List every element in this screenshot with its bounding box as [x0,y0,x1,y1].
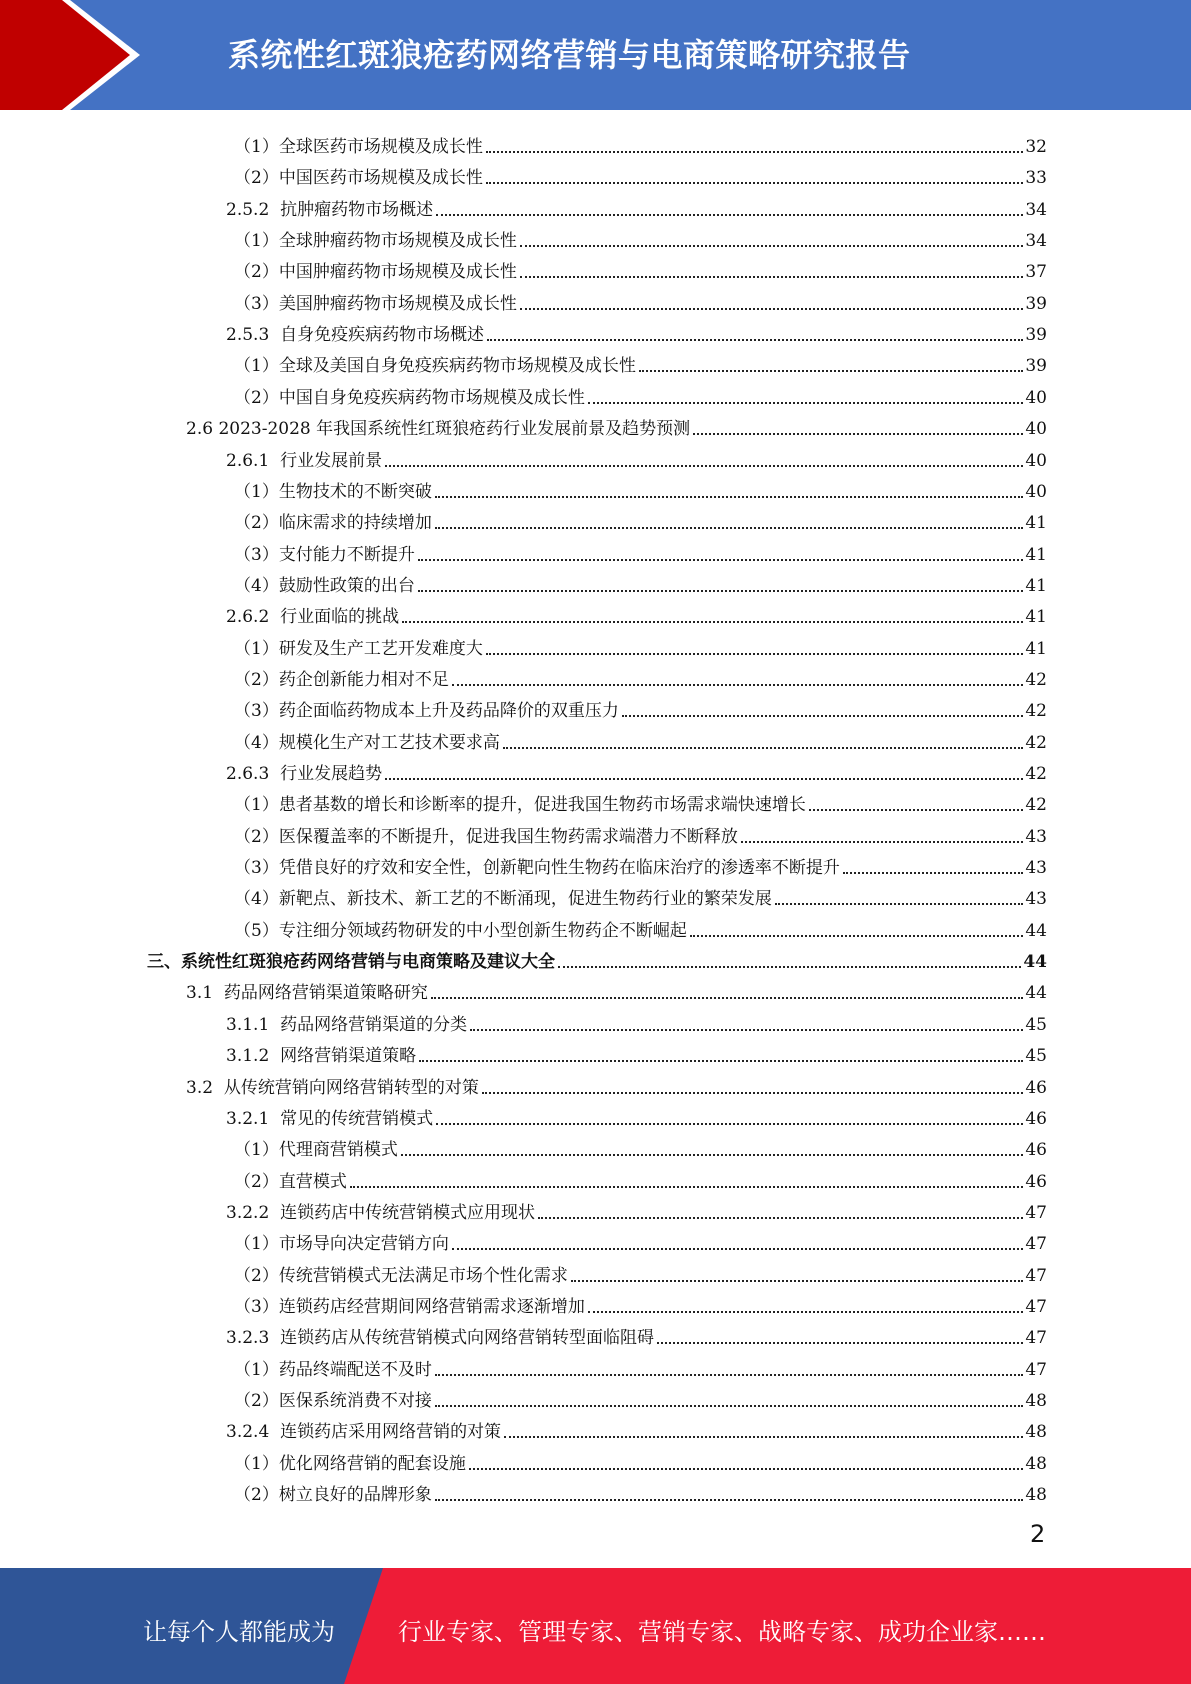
dot-leader [741,841,1024,843]
toc-entry[interactable] [234,1130,1047,1161]
toc-entry-label: 3.2.1 常见的传统营销模式 [226,1108,434,1129]
toc-entry[interactable] [234,284,1047,315]
toc-entry[interactable] [226,190,1047,221]
toc-entry-label: （1）患者基数的增长和诊断率的提升，促进我国生物药市场需求端快速增长 [234,795,806,816]
report-title: 系统性红斑狼疮药网络营销与电商策略研究报告 [228,36,911,74]
toc-entry-page: 45 [1025,1014,1047,1035]
dot-leader [520,276,1024,278]
toc-entry[interactable] [234,785,1047,816]
toc-entry-page: 39 [1025,356,1047,377]
toc-entry-page: 42 [1025,701,1047,722]
toc-entry[interactable] [234,629,1047,660]
toc-entry-page: 48 [1025,1391,1047,1411]
toc-entry-label: （3）连锁药店经营期间网络营销需求逐渐增加 [234,1296,585,1317]
chevron-decoration-icon [0,0,160,110]
footer-slogan-left: 让每个人都能成为 [143,1618,335,1646]
toc-entry-label: （4）鼓励性政策的出台 [234,575,415,596]
toc-entry-page: 41 [1025,607,1047,628]
toc-entry-label: （3）药企面临药物成本上升及药品降价的双重压力 [234,701,619,722]
toc-entry-page: 44 [1023,952,1047,973]
toc-entry-label: （2）临床需求的持续增加 [234,513,432,534]
dot-leader [418,590,1024,592]
toc-entry[interactable] [186,1068,1047,1099]
toc-entry-label: 3.2.3 连锁药店从传统营销模式向网络营销转型面临阻碍 [226,1328,655,1349]
toc-entry[interactable] [234,1350,1047,1381]
toc-entry-page: 46 [1025,1171,1047,1192]
toc-entry-label: 2.6.2 行业面临的挑战 [226,607,400,628]
toc-entry[interactable] [234,1256,1047,1287]
toc-entry-label: 2.6 2023-2028 年我国系统性红斑狼疮药行业发展前景及趋势预测 [186,419,691,440]
dot-leader [469,1468,1024,1470]
dot-leader [571,1280,1024,1282]
toc-entry-label: （2）直营模式 [234,1171,347,1192]
toc-entry[interactable] [234,660,1047,691]
toc-entry-label: 3.2.4 连锁药店采用网络营销的对策 [226,1422,502,1443]
toc-entry-label: （2）中国肿瘤药物市场规模及成长性 [234,262,517,283]
toc-entry-page: 47 [1025,1296,1047,1317]
toc-entry-label: （2）传统营销模式无法满足市场个性化需求 [234,1265,568,1286]
toc-entry-page: 43 [1025,826,1047,847]
toc-entry-label: （2）医保覆盖率的不断提升，促进我国生物药需求端潜力不断释放 [234,826,738,847]
toc-entry[interactable] [234,566,1047,597]
toc-entry-label: （1）优化网络营销的配套设施 [234,1453,466,1474]
dot-leader [435,1499,1024,1501]
toc-entry[interactable] [234,127,1047,158]
toc-entry-page: 42 [1025,732,1047,753]
dot-leader [436,1123,1023,1125]
toc-entry-page: 40 [1025,419,1047,440]
toc-entry[interactable] [234,1287,1047,1318]
dot-leader [690,935,1024,937]
toc-entry-label: （4）新靶点、新技术、新工艺的不断涌现，促进生物药行业的繁荣发展 [234,889,772,910]
header-banner [0,0,1191,110]
toc-entry[interactable] [186,409,1047,440]
toc-entry-label: （2）中国自身免疫疾病药物市场规模及成长性 [234,387,585,408]
toc-entry-label: （1）生物技术的不断突破 [234,481,432,502]
dot-leader [402,621,1023,623]
toc-entry[interactable] [234,346,1047,377]
toc-entry[interactable] [234,503,1047,534]
dot-leader [588,1311,1024,1313]
toc-entry-page: 33 [1025,168,1047,189]
toc-entry-label: （2）中国医药市场规模及成长性 [234,168,483,189]
toc-entry-label: （1）代理商营销模式 [234,1140,398,1161]
toc-entry[interactable] [234,911,1047,942]
dot-leader [486,182,1024,184]
toc-entry[interactable] [226,1412,1047,1443]
toc-entry-label: 2.5.3 自身免疫疾病药物市场概述 [226,325,485,346]
toc-entry[interactable] [234,879,1047,910]
toc-entry-page: 43 [1025,889,1047,910]
toc-entry-page: 47 [1025,1265,1047,1286]
dot-leader [452,1248,1024,1250]
toc-entry[interactable] [226,1036,1047,1067]
dot-leader [809,809,1024,811]
toc-entry-page: 40 [1025,481,1047,502]
toc-entry-page: 47 [1025,1202,1047,1223]
toc-entry-label: （1）药品终端配送不及时 [234,1359,432,1380]
toc-entry-page: 41 [1025,513,1047,534]
dot-leader [639,370,1024,372]
dot-leader [520,308,1024,310]
toc-entry-page: 45 [1025,1046,1047,1067]
toc-entry[interactable] [234,158,1047,189]
toc-entry-label: （4）规模化生产对工艺技术要求高 [234,732,500,753]
toc-entry[interactable] [234,252,1047,283]
toc-entry[interactable] [234,221,1047,252]
toc-entry[interactable] [226,441,1047,472]
dot-leader [436,214,1023,216]
toc-entry-page: 46 [1025,1140,1047,1161]
toc-entry-page: 41 [1025,638,1047,659]
toc-entry-page: 47 [1025,1234,1047,1255]
toc-entry-page: 37 [1025,262,1047,283]
toc-entry-label: （2）树立良好的品牌形象 [234,1485,432,1506]
toc-entry[interactable] [226,315,1047,346]
toc-entry[interactable] [234,1224,1047,1255]
dot-leader [385,465,1023,467]
toc-entry-label: （3）美国肿瘤药物市场规模及成长性 [234,293,517,314]
toc-entry-page: 48 [1025,1422,1047,1443]
toc-entry[interactable] [234,378,1047,409]
toc-entry-page: 44 [1025,920,1047,941]
dot-leader [558,966,1021,968]
toc-entry-page: 47 [1025,1359,1047,1380]
toc-entry-page: 48 [1025,1485,1047,1506]
toc-entry[interactable] [234,1162,1047,1193]
dot-leader [775,903,1024,905]
toc-entry[interactable] [234,723,1047,754]
toc-entry[interactable] [186,973,1047,1004]
dot-leader [486,151,1024,153]
toc-entry[interactable] [226,1318,1047,1349]
toc-entry-page: 34 [1025,199,1047,220]
toc-entry-page: 39 [1025,293,1047,314]
toc-entry-page: 40 [1025,450,1047,471]
toc-entry-label: 2.6.3 行业发展趋势 [226,764,383,784]
dot-leader [435,496,1024,498]
toc-entry[interactable] [234,817,1047,848]
dot-leader [487,339,1023,341]
toc-entry-label: （1）全球肿瘤药物市场规模及成长性 [234,231,517,252]
toc-entry[interactable] [234,472,1047,503]
toc-entry[interactable] [226,1099,1047,1130]
toc-entry-label: （5）专注细分领域药物研发的中小型创新生物药企不断崛起 [234,920,687,941]
toc-entry-label: （1）市场导向决定营销方向 [234,1234,449,1255]
dot-leader [486,653,1024,655]
toc-entry-page: 42 [1025,764,1047,784]
toc-entry-label: （1）全球及美国自身免疫疾病药物市场规模及成长性 [234,356,636,377]
dot-leader [588,402,1024,404]
toc-entry-page: 42 [1025,795,1047,816]
toc-entry-page: 32 [1025,137,1047,157]
toc-entry[interactable] [234,848,1047,879]
dot-leader [435,1374,1024,1376]
dot-leader [452,684,1024,686]
toc-entry-page: 34 [1025,231,1047,252]
toc-entry-label: （3）支付能力不断提升 [234,544,415,565]
toc-entry[interactable] [234,535,1047,566]
toc-entry-label: （1）全球医药市场规模及成长性 [234,137,483,157]
toc-entry-label: 3.2 从传统营销向网络营销转型的对策 [186,1077,479,1098]
dot-leader [622,715,1024,717]
dot-leader [503,747,1024,749]
toc-entry[interactable] [234,691,1047,722]
toc-entry-label: （1）研发及生产工艺开发难度大 [234,638,483,659]
toc-entry-page: 48 [1025,1453,1047,1474]
dot-leader [482,1092,1024,1094]
toc-entry-label: （3）凭借良好的疗效和安全性，创新靶向性生物药在临床治疗的渗透率不断提升 [234,858,840,879]
dot-leader [435,527,1024,529]
dot-leader [843,872,1024,874]
toc-entry-page: 41 [1025,575,1047,596]
toc-entry-label: （2）药企创新能力相对不足 [234,669,449,690]
toc-entry[interactable] [147,942,1047,973]
toc-entry-page: 41 [1025,544,1047,565]
dot-leader [520,245,1024,247]
toc-entry-page: 46 [1025,1077,1047,1098]
dot-leader [470,1029,1023,1031]
dot-leader [350,1186,1024,1188]
dot-leader [431,997,1024,999]
toc-entry[interactable] [234,1381,1047,1412]
toc-entry-page: 46 [1025,1108,1047,1129]
toc-entry-label: 3.2.2 连锁药店中传统营销模式应用现状 [226,1202,536,1223]
dot-leader [418,559,1024,561]
toc-entry[interactable] [226,597,1047,628]
page-number: 2 [1030,1520,1046,1548]
dot-leader [419,1060,1023,1062]
dot-leader [657,1342,1023,1344]
footer-slogan-right: 行业专家、管理专家、营销专家、战略专家、成功企业家…… [398,1618,1046,1646]
footer-banner [0,1568,1191,1684]
toc-entry-label: 3.1.1 药品网络营销渠道的分类 [226,1014,468,1035]
toc-entry[interactable] [226,1193,1047,1224]
toc-entry[interactable] [226,754,1047,785]
dot-leader [504,1436,1023,1438]
toc-entry-label: 2.6.1 行业发展前景 [226,450,383,471]
toc-entry-label: 3.1.2 网络营销渠道策略 [226,1046,417,1067]
dot-leader [538,1217,1023,1219]
toc-entry-label: 2.5.2 抗肿瘤药物市场概述 [226,199,434,220]
toc-entry-page: 42 [1025,669,1047,690]
dot-leader [435,1405,1024,1407]
toc-entry-page: 39 [1025,325,1047,346]
dot-leader [401,1154,1024,1156]
dot-leader [693,433,1023,435]
dot-leader [385,778,1023,780]
toc-entry-page: 43 [1025,858,1047,879]
toc-entry-page: 44 [1025,983,1047,1004]
toc-entry-page: 47 [1025,1328,1047,1349]
toc-entry-label: 3.1 药品网络营销渠道策略研究 [186,983,428,1004]
toc-entry[interactable] [226,1005,1047,1036]
toc-entry-label: （2）医保系统消费不对接 [234,1391,432,1411]
toc-entry-page: 40 [1025,387,1047,408]
toc-entry[interactable] [234,1444,1047,1475]
toc-entry-label: 三、系统性红斑狼疮药网络营销与电商策略及建议大全 [147,952,555,973]
toc-entry[interactable] [234,1475,1047,1506]
